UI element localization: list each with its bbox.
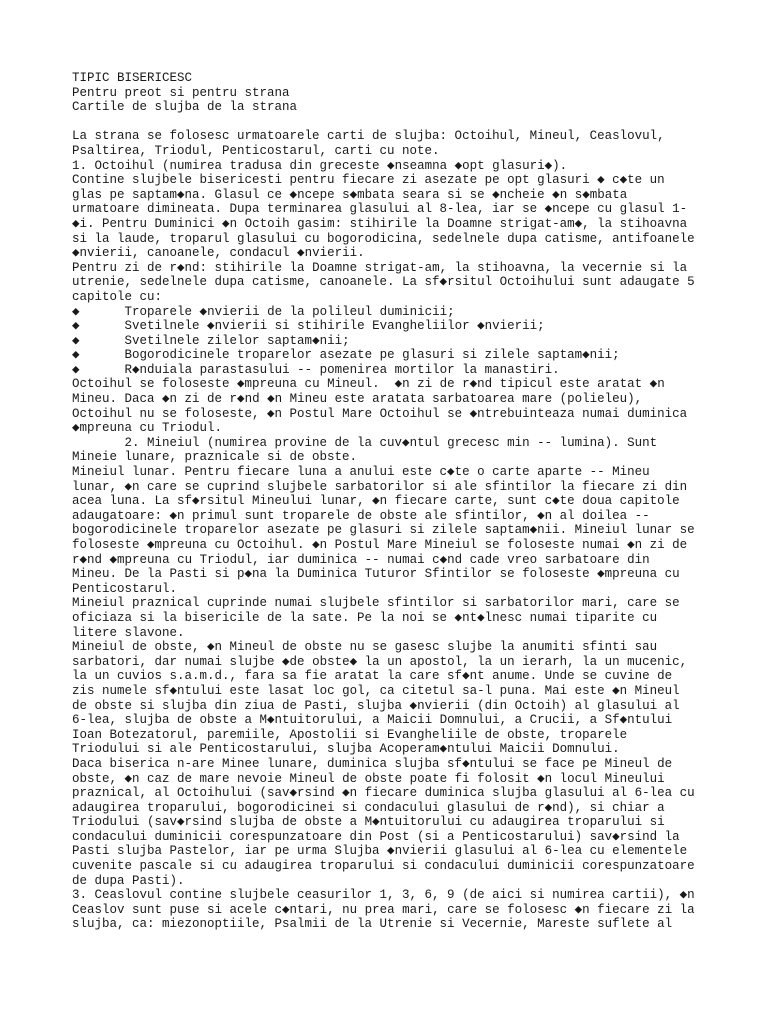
text-line-38: sarbatori, dar numai slujbe ◆de obste◆ la un apostol, la un ierarh, la un mucenic, bbox=[72, 654, 688, 669]
text-line-7: urmatoare dimineata. Dupa terminarea glasului al 8-lea, iar se ◆ncepe cu glasul 1- bbox=[72, 202, 688, 217]
text-line-55: Ceaslov sunt puse si acele c◆ntari, nu prea mari, care se folosesc ◆n fiecare zi la bbox=[72, 902, 695, 917]
text-line-19: Octoihul se foloseste ◆mpreuna cu Mineul. ◆n zi de r◆nd tipicul este aratat ◆n bbox=[72, 377, 665, 392]
text-line-17: ◆ Bogorodicinele troparelor asezate pe glasuri si zilele saptam◆nii; bbox=[72, 348, 620, 363]
text-line-5: Contine slujbele bisericesti pentru fiecare zi asezate pe opt glasuri ◆ c◆te un bbox=[72, 173, 665, 188]
text-line-18: ◆ R◆nduiala parastasului -- pomenirea mortilor la manastiri. bbox=[72, 362, 560, 377]
text-line-27: acea luna. La sf◆rsitul Mineului lunar, ◆n fiecare carte, sunt c◆te doua capitole bbox=[72, 494, 680, 509]
text-line-13: capitole cu: bbox=[72, 289, 163, 304]
text-line-22: ◆mpreuna cu Triodul. bbox=[72, 421, 223, 436]
text-line-47: praznical, al Octoihului (sav◆rsind ◆n fiecare duminica slujba glasului al 6-lea cu bbox=[72, 786, 695, 801]
document-header bbox=[72, 71, 762, 115]
text-line-26: lunar, ◆n care se cuprind slujbele sarbatorilor si ale sfintilor la fiecare zi din bbox=[72, 479, 688, 494]
text-line-53: de dupa Pasti). bbox=[72, 873, 185, 888]
text-line-50: condacului duminicii corespunzatoare din Post (si a Penticostarului) sav◆rsind la bbox=[72, 829, 680, 844]
header-line-1: TIPIC BISERICESC bbox=[72, 71, 193, 85]
text-line-45: Daca biserica n-are Minee lunare, duminica slujba sf◆ntului se face pe Mineul de bbox=[72, 756, 673, 771]
document-body bbox=[72, 115, 762, 932]
text-line-21: Octoihul nu se foloseste, ◆n Postul Mare Octoihul se ◆ntrebuinteaza numai duminica bbox=[72, 406, 688, 421]
text-line-41: de obste si slujba din ziua de Pasti, slujba ◆nvierii (din Octoih) al glasului al bbox=[72, 698, 680, 713]
text-line-15: ◆ Svetilnele ◆nvierii si stihirile Evangheliilor ◆nvierii; bbox=[72, 319, 545, 334]
text-line-33: Penticostarul. bbox=[72, 581, 178, 596]
text-line-23: 2. Mineiul (numirea provine de la cuv◆ntul grecesc min -- lumina). Sunt bbox=[72, 435, 658, 450]
text-line-42: 6-lea, slujba de obste a M◆ntuitorului, a Maicii Domnului, a Crucii, a Sf◆ntului bbox=[72, 713, 673, 728]
text-line-11: Pentru zi de r◆nd: stihirile la Doamne strigat-am, la stihoavna, la vecernie si la bbox=[72, 260, 688, 275]
text-line-44: Triodului si ale Penticostarului, slujba Acoperam◆ntului Maicii Domnului. bbox=[72, 742, 620, 757]
text-line-12: utrenie, sedelnele dupa catisme, canoanele. La sf◆rsitul Octoihului sunt adaugate 5 bbox=[72, 275, 695, 290]
text-line-56: slujba, ca: miezonoptiile, Psalmii de la Utrenie si Vecernie, Mareste suflete al bbox=[72, 917, 673, 932]
text-line-10: ◆nvierii, canoanele, condacul ◆nvierii. bbox=[72, 246, 365, 261]
text-line-6: glas pe saptam◆na. Glasul ce ◆ncepe s◆mbata seara si se ◆ncheie ◆n s◆mbata bbox=[72, 187, 628, 202]
text-line-39: la un cuvios s.a.m.d., fara sa fie aratat la care sf◆nt anume. Unde se cuvine de bbox=[72, 669, 673, 684]
text-line-35: oficiaza si la bisericile de la sate. Pe la noi se ◆nt◆lnesc numai tiparite cu bbox=[72, 610, 658, 625]
text-line-54: 3. Ceaslovul contine slujbele ceasurilor 1, 3, 6, 9 (de aici si numirea cartii), ◆n bbox=[72, 888, 695, 903]
text-line-16: ◆ Svetilnele zilelor saptam◆nii; bbox=[72, 333, 350, 348]
text-line-52: cuvenite pascale si cu adaugirea troparului si condacului duminicii corespunzatoare bbox=[72, 859, 695, 874]
text-line-3: Psaltirea, Triodul, Penticostarul, carti cu note. bbox=[72, 143, 440, 158]
text-line-37: Mineiul de obste, ◆n Mineul de obste nu se gasesc slujbe la anumiti sfinti sau bbox=[72, 640, 658, 655]
text-line-24: Mineie lunare, praznicale si de obste. bbox=[72, 450, 358, 465]
text-line-4: 1. Octoihul (numirea tradusa din greceste ◆nseamna ◆opt glasuri◆). bbox=[72, 158, 568, 173]
text-line-20: Mineu. Daca ◆n zi de r◆nd ◆n Mineu este aratata sarbatoarea mare (polieleu), bbox=[72, 392, 643, 407]
document-page bbox=[72, 71, 762, 932]
text-line-25: Mineiul lunar. Pentru fiecare luna a anului este c◆te o carte aparte -- Mineu bbox=[72, 465, 650, 480]
text-line-49: Triodului (sav◆rsind slujba de obste a M◆ntuitorului cu adaugirea troparului si bbox=[72, 815, 665, 830]
text-line-1 bbox=[72, 115, 762, 130]
text-line-51: Pasti slujba Pastelor, iar pe urma Slujba ◆nvierii glasului al 6-lea cu elementele bbox=[72, 844, 688, 859]
text-line-48: adaugirea troparului, bogorodicinei si condacului glasului de r◆nd), si chiar a bbox=[72, 800, 665, 815]
text-line-40: zis numele sf◆ntului este lasat loc gol, ca citetul sa-l puna. Mai este ◆n Mineul bbox=[72, 683, 680, 698]
text-line-30: foloseste ◆mpreuna cu Octoihul. ◆n Postul Mare Mineiul se foloseste numai ◆n zi de bbox=[72, 538, 688, 552]
text-line-34: Mineiul praznical cuprinde numai slujbele sfintilor si sarbatorilor mari, care se bbox=[72, 596, 680, 611]
header-line-2: Pentru preot si pentru strana bbox=[72, 85, 290, 100]
text-line-2: La strana se folosesc urmatoarele carti de slujba: Octoihul, Mineul, Ceaslovul, bbox=[72, 129, 665, 144]
text-line-9: si la laude, troparul glasului cu bogorodicina, sedelnele dupa catisme, antifoanele bbox=[72, 231, 695, 246]
text-line-31: r◆nd ◆mpreuna cu Triodul, iar duminica -- numai c◆nd cade vreo sarbatoare din bbox=[72, 552, 650, 567]
text-line-36: litere slavone. bbox=[72, 625, 185, 640]
text-line-14: ◆ Troparele ◆nvierii de la polileul duminicii; bbox=[72, 304, 455, 319]
text-line-29: bogorodicinele troparelor asezate pe glasuri si zilele saptam◆nii. Mineiul lunar se bbox=[72, 523, 695, 538]
text-line-43: Ioan Botezatorul, paremiile, Apostolii si Evangheliile de obste, troparele bbox=[72, 727, 628, 742]
header-line-3: Cartile de slujba de la strana bbox=[72, 100, 298, 115]
text-line-32: Mineu. De la Pasti si p◆na la Duminica Tuturor Sfintilor se foloseste ◆mpreuna cu bbox=[72, 567, 680, 582]
text-line-8: ◆i. Pentru Duminici ◆n Octoih gasim: stihirile la Doamne strigat-am◆, la stihoavna bbox=[72, 216, 688, 231]
text-line-28: adaugatoare: ◆n primul sunt troparele de obste ale sfintilor, ◆n al doilea -- bbox=[72, 508, 650, 523]
text-line-46: obste, ◆n caz de mare nevoie Mineul de obste poate fi folosit ◆n locul Mineului bbox=[72, 771, 665, 786]
